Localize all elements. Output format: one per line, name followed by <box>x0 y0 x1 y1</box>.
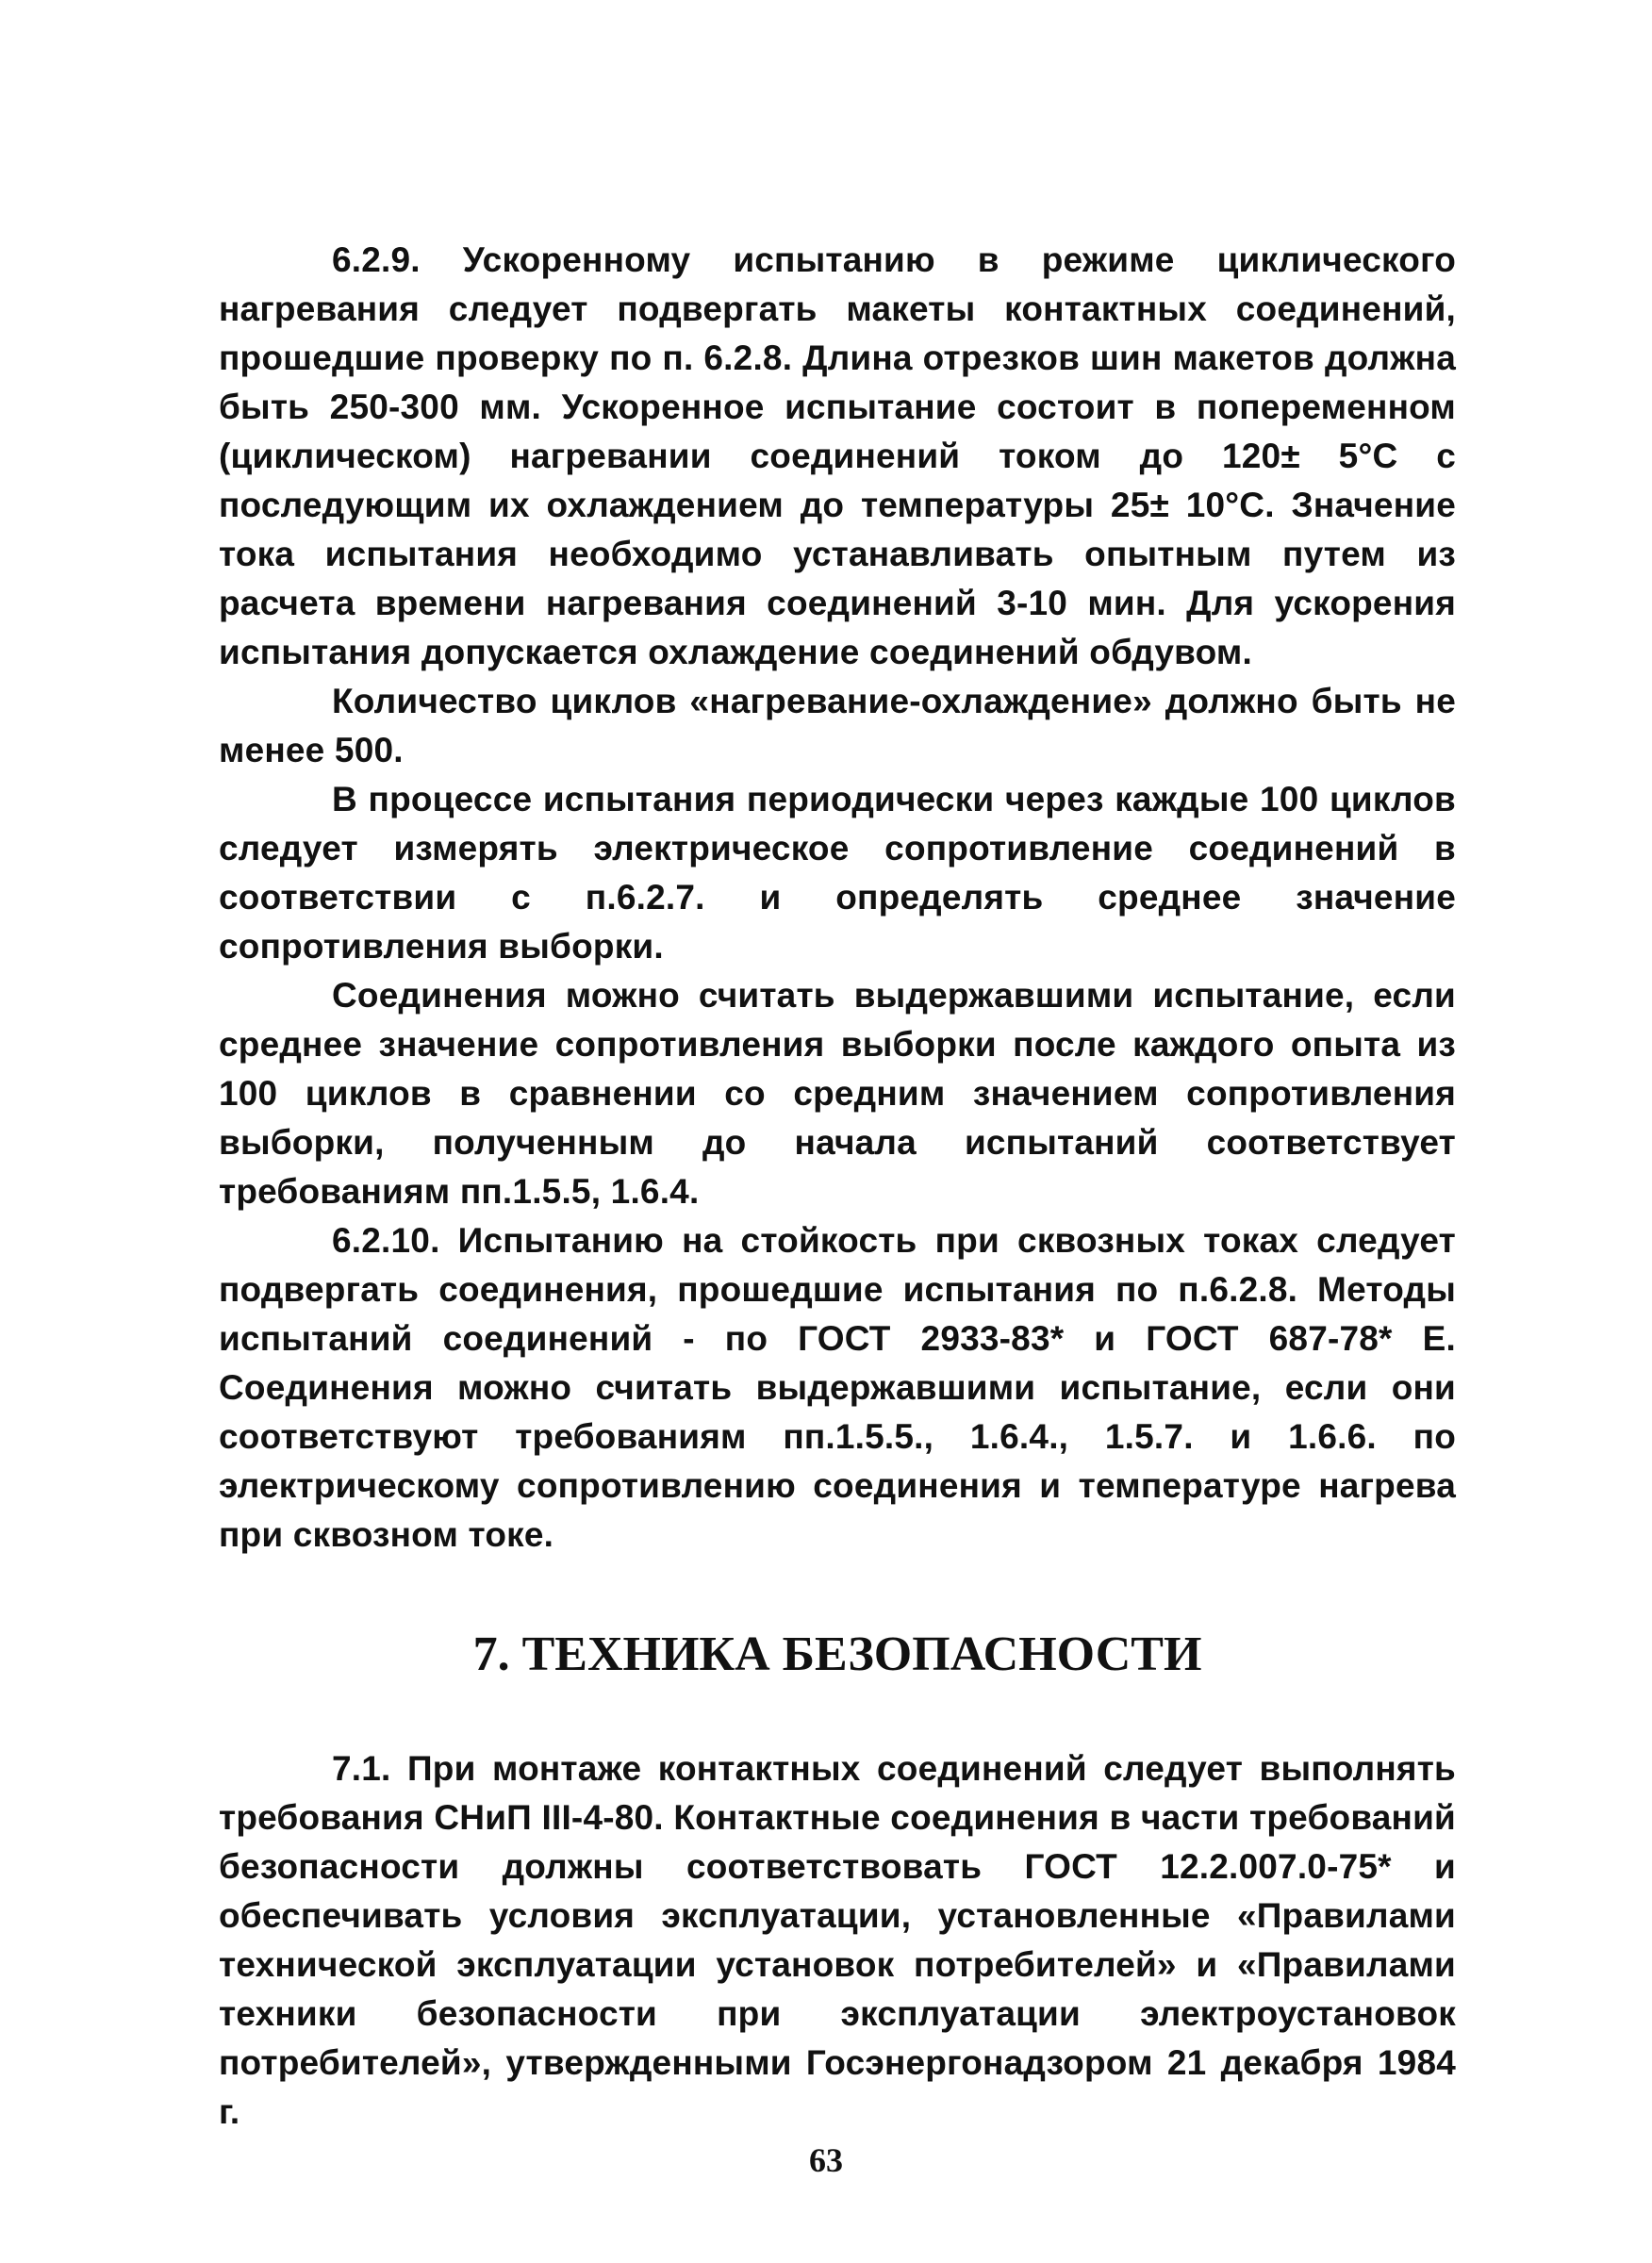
paragraph-resistance-measurement: В процессе испытания периодически через каждые 100 циклов следует измерять электрическое сопротивление соединений в соответствии с п.6.2.7. и определять среднее значение сопротивления выборки. <box>219 780 1456 966</box>
paragraph-7-1: 7.1. При монтаже контактных соединений следует выполнять требования СНиП III-4-80. Контактные соединения в части требований безопасности должны соответствовать ГОСТ 12.2.007.0-75* и обеспечивать условия эксплуатации, установленные «Правилами технической эксплуатации установок потребителей» и «Правилами техники безопасности при эксплуатации электроустановок потребителей», утвержденными Госэнергонадзором 21 декабря 1984 г. <box>219 1749 1456 2131</box>
section-6-body <box>219 236 1456 1560</box>
page-number: 63 <box>809 2141 843 2179</box>
paragraph-cycles-count: Количество циклов «нагревание-охлаждение» должно быть не менее 500. <box>219 682 1456 769</box>
paragraph-6-2-9: 6.2.9. Ускоренному испытанию в режиме циклического нагревания следует подвергать макеты контактных соединений, прошедшие проверку по п. 6.2.8. Длина отрезков шин макетов должна быть 250-300 мм. Ускоренное испытание состоит в попеременном (циклическом) нагревании соединений током до 120± 5°С с последующим их охлаждением до температуры 25± 10°С. Значение тока испытания необходимо устанавливать опытным путем из расчета времени нагревания соединений 3-10 мин. Для ускорения испытания допускается охлаждение соединений обдувом. <box>219 240 1456 671</box>
paragraph-pass-criteria: Соединения можно считать выдержавшими испытание, если среднее значение сопротивления выборки после каждого опыта из 100 циклов в сравнении со средним значением сопротивления выборки, полученным до начала испытаний соответствует требованиям пп.1.5.5, 1.6.4. <box>219 976 1456 1211</box>
section-7-heading: 7. ТЕХНИКА БЕЗОПАСНОСТИ <box>472 1627 1202 1681</box>
document-page <box>219 236 1456 2140</box>
paragraph-6-2-10: 6.2.10. Испытанию на стойкость при сквозных токах следует подвергать соединения, прошедшие испытания по п.6.2.8. Методы испытаний соединений - по ГОСТ 2933-83* и ГОСТ 687-78* Е. Соединения можно считать выдержавшими испытание, если они соответствуют требованиям пп.1.5.5., 1.6.4., 1.5.7. и 1.6.6. по электрическому сопротивлению соединения и температуре нагрева при сквозном токе. <box>219 1221 1456 1554</box>
section-7-body <box>219 1744 1456 2137</box>
